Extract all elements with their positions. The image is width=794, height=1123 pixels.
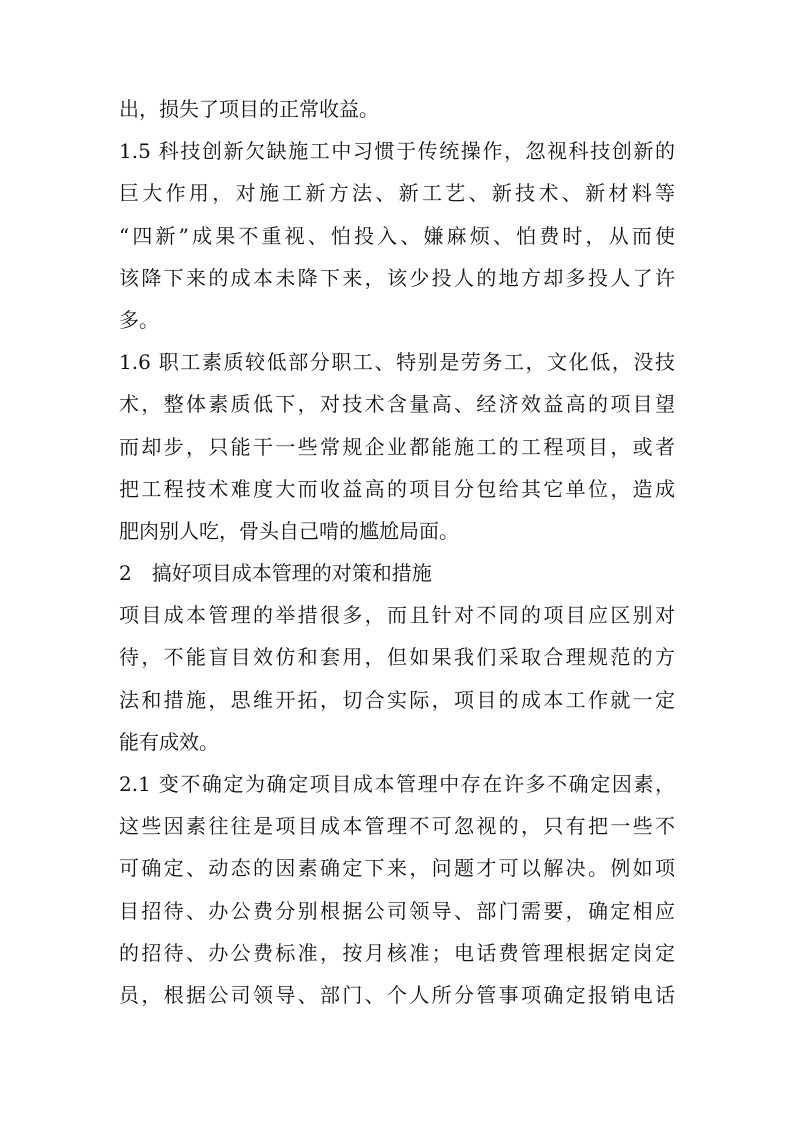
text-line: 目招待、办公费分别根据公司领导、部门需要，确定相应: [119, 898, 675, 923]
text-line: 法和措施，思维开拓，切合实际，项目的成本工作就一定: [119, 687, 675, 712]
text-line: 1.5 科技创新欠缺施工中习惯于传统操作，忽视科技创新的: [119, 139, 675, 164]
text-line: 多。: [119, 307, 159, 332]
text-line: 能有成效。: [119, 729, 219, 754]
text-line: 而却步，只能干一些常规企业都能施工的工程项目，或者: [119, 434, 675, 459]
body-text: [119, 88, 675, 1016]
text-line: 1.6 职工素质较低部分职工、特别是劳务工，文化低，没技: [119, 350, 675, 375]
text-line: 项目成本管理的举措很多，而且针对不同的项目应区别对: [119, 603, 675, 628]
text-line: 员，根据公司领导、部门、个人所分管事项确定报销电话: [119, 982, 675, 1007]
text-line: 巨大作用，对施工新方法、新工艺、新技术、新材料等: [119, 181, 675, 206]
text-line: “四新”成果不重视、怕投入、嫌麻烦、怕费时，从而使: [119, 223, 675, 248]
text-line: 待，不能盲目效仿和套用，但如果我们采取合理规范的方: [119, 645, 675, 670]
text-line: 的招待、办公费标准，按月核准；电话费管理根据定岗定: [119, 940, 675, 965]
text-line: 2.1 变不确定为确定项目成本管理中存在许多不确定因素，: [119, 772, 675, 796]
section-heading: 2 搞好项目成本管理的对策和措施: [119, 561, 432, 586]
text-line: 把工程技术难度大而收益高的项目分包给其它单位，造成: [119, 476, 675, 501]
text-line: 这些因素往往是项目成本管理不可忽视的，只有把一些不: [119, 814, 675, 839]
text-line: 可确定、动态的因素确定下来，问题才可以解决。例如项: [119, 856, 675, 881]
text-line: 肥肉别人吃，骨头自己啃的尴尬局面。: [119, 518, 459, 543]
text-line: 出，损失了项目的正常收益。: [119, 97, 379, 121]
text-line: 该降下来的成本未降下来，该少投人的地方却多投人了许: [119, 265, 675, 290]
text-line: 术，整体素质低下，对技术含量高、经济效益高的项目望: [119, 392, 675, 417]
